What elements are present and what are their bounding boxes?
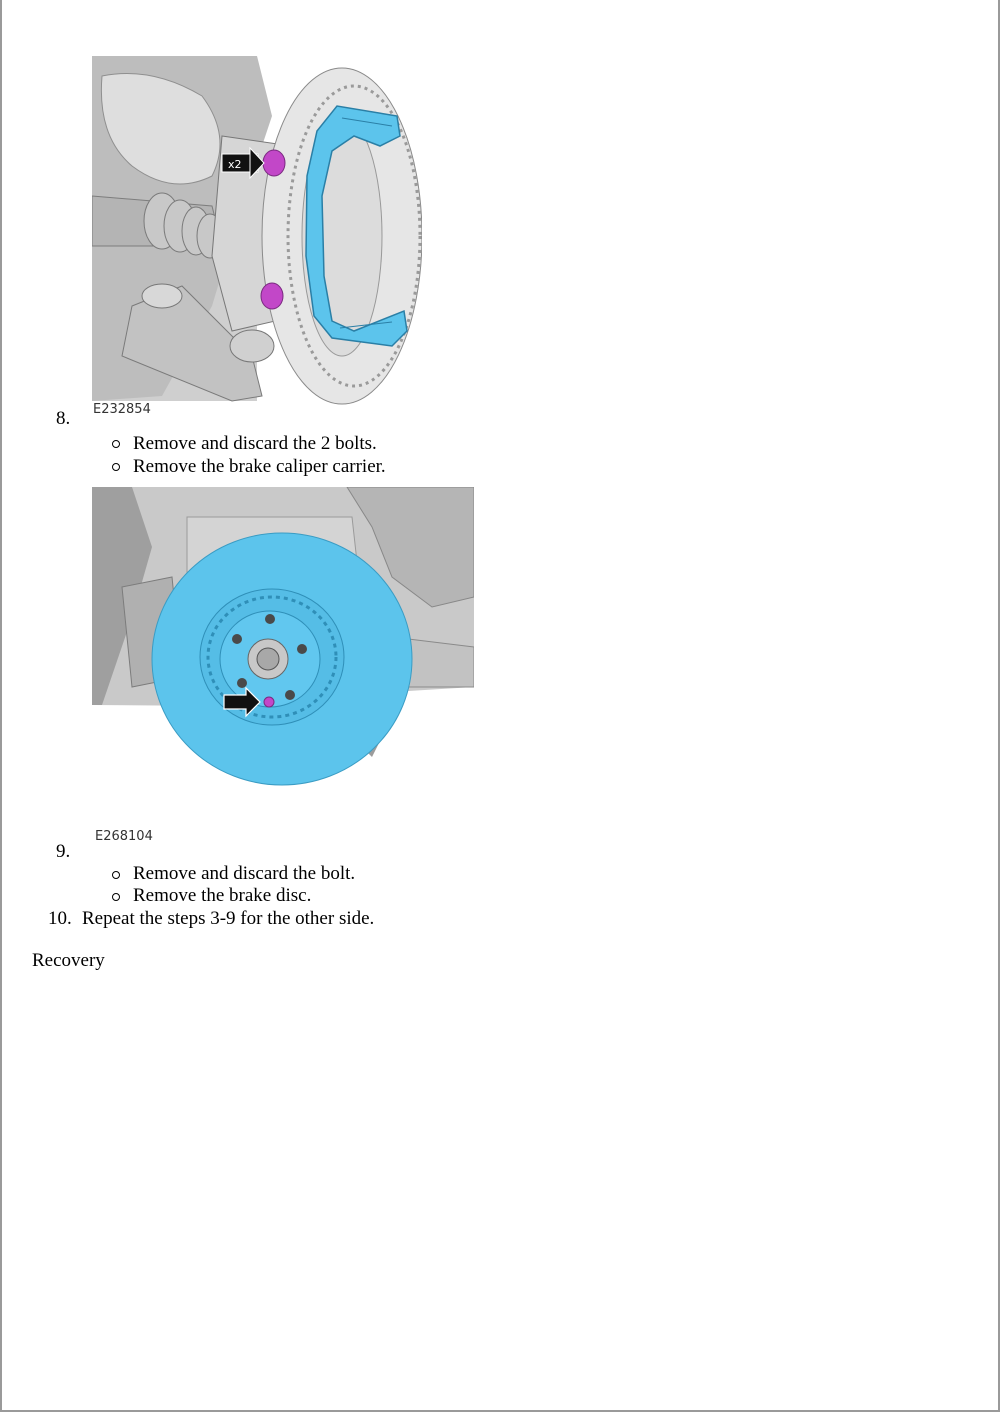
step-8-bullets xyxy=(110,432,386,478)
step-number: 8. xyxy=(56,408,71,429)
step-number: 10. xyxy=(48,908,72,929)
list-item: Remove and discard the bolt. xyxy=(110,863,355,885)
bullet-icon xyxy=(112,463,120,471)
brake-disc-illustration xyxy=(92,487,474,787)
list-item: Remove the brake disc. xyxy=(110,885,355,907)
list-item: Remove and discard the 2 bolts. xyxy=(110,432,386,455)
step-9-bullets xyxy=(110,863,355,907)
callout-label: x2 xyxy=(228,158,242,171)
figure-code: E232854 xyxy=(93,402,151,417)
figure-brake-disc xyxy=(92,487,474,787)
list-item: Remove the brake caliper carrier. xyxy=(110,455,386,478)
step-10-text: Repeat the steps 3-9 for the other side. xyxy=(82,908,375,929)
figure-code: E268104 xyxy=(95,829,153,844)
caliper-carrier-illustration xyxy=(92,56,422,418)
bullet-icon xyxy=(112,893,120,901)
section-heading: Recovery xyxy=(32,950,105,971)
figure-caliper-carrier xyxy=(92,56,422,418)
bullet-icon xyxy=(112,440,120,448)
bullet-icon xyxy=(112,871,120,879)
step-number: 9. xyxy=(56,841,71,862)
